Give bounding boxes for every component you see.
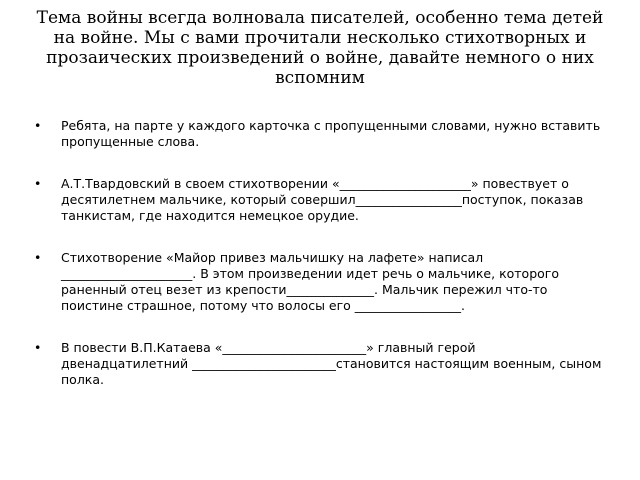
list-item-text: А.Т.Твардовский в своем стихотворении «_____________________» повествует о десятилетнем мальчике, который совершил_________________поступок, показав танкистам, где находится немецкое орудие.: [61, 176, 584, 223]
list-item-text: В повести В.П.Катаева «_______________________» главный герой двенадцатилетний _______________________становится настоящим военным, сыном полка.: [61, 340, 602, 387]
list-item: [34, 118, 604, 150]
bullet-icon: •: [34, 250, 42, 265]
list-item-text: Ребята, на парте у каждого карточка с пропущенными словами, нужно вставить пропущенные слова.: [61, 118, 601, 149]
slide-title: Тема войны всегда волновала писателей, особенно тема детей на войне. Мы с вами прочитали несколько стихотворных и прозаических произведений о войне, давайте немного о них вспомним: [36, 8, 604, 88]
bullet-icon: •: [34, 176, 42, 191]
bullet-icon: •: [34, 340, 42, 355]
list-item: [34, 340, 604, 388]
list-item: [34, 250, 604, 314]
bullet-icon: •: [34, 118, 42, 133]
list-item: [34, 176, 604, 224]
bullet-list: [34, 118, 604, 414]
list-item-text: Стихотворение «Майор привез мальчишку на лафете» написал _____________________. В этом произведении идет речь о мальчике, которого раненный отец везет из крепости______________. Мальчик пережил что-то поистине страшное, потому что волосы его _________________.: [61, 250, 559, 313]
